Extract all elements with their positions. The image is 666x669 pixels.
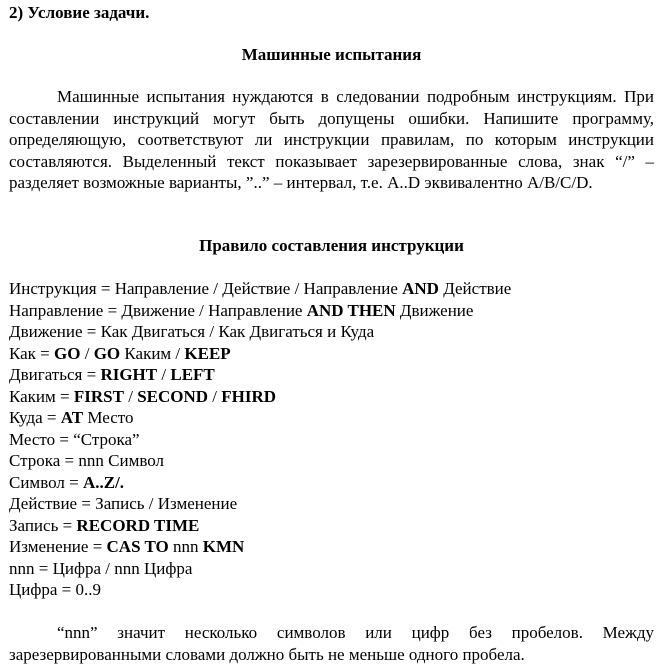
page-title: Машинные испытания <box>241 45 422 64</box>
rule-text: Как = <box>9 343 55 363</box>
rule-text: / <box>123 386 138 406</box>
reserved-word: SECOND <box>137 386 209 406</box>
reserved-word: AT <box>60 408 84 427</box>
reserved-word: AND THEN <box>306 300 396 320</box>
rules-list <box>9 278 654 601</box>
rule-line <box>9 407 654 429</box>
task-heading: 2) Условие задачи. <box>9 3 150 22</box>
rule-text: Действие <box>438 279 512 298</box>
rule-line <box>9 386 654 408</box>
reserved-word: CAS TO <box>106 537 169 556</box>
rule-text: Движение = Как Двигаться / Как Двигаться и Куда <box>9 322 375 341</box>
reserved-word: A..Z/. <box>82 472 125 492</box>
rule-text: / <box>208 386 222 406</box>
rule-text: Инструкция = Направление / Действие / Направление <box>9 279 403 298</box>
rule-text: Изменение = <box>9 537 107 556</box>
reserved-word: KEEP <box>184 343 231 363</box>
rule-text: nnn <box>168 537 203 556</box>
reserved-word: RIGHT <box>100 365 158 384</box>
rule-line <box>9 364 654 386</box>
rule-text: Движение <box>395 300 474 320</box>
rule-text: Символ = <box>9 472 83 492</box>
rule-line <box>9 493 654 515</box>
rule-text: Каким = <box>9 386 74 406</box>
rule-line <box>9 343 654 365</box>
intro-paragraph: Машинные испытания нуждаются в следовании подробным инструкциям. При составлении инструкций могут быть допущены ошибки. Напишите программу, определяющую, соответствуют ли инструкции правилам, по которым инструкции составляются. Выделенный текст показывает зарезервированные слова, знак “/” – разделяет возможные варианты, ”..” – интервал, т.е. A..D эквивалентно A/B/C/D. <box>9 87 654 192</box>
rule-text: Каким / <box>120 343 185 363</box>
reserved-word: FIRST <box>73 386 124 406</box>
rule-text: Место <box>83 408 134 427</box>
rule-line <box>9 472 654 494</box>
rule-text: / <box>157 365 171 384</box>
reserved-word: FHIRD <box>221 386 277 406</box>
rule-line <box>9 321 654 343</box>
rule-text: Строка = nnn Символ <box>9 451 165 470</box>
rule-text: Запись = <box>9 515 77 535</box>
rules-heading: Правило составления инструкции <box>199 236 464 255</box>
rule-text: Куда = <box>9 408 61 427</box>
rule-line <box>9 579 654 601</box>
rule-line <box>9 515 654 537</box>
rule-text: nnn = Цифра / nnn Цифра <box>9 558 193 578</box>
reserved-word: AND <box>402 279 439 298</box>
reserved-word: KMN <box>202 537 245 556</box>
rule-line <box>9 450 654 472</box>
reserved-word: RECORD TIME <box>76 515 200 535</box>
reserved-word: LEFT <box>170 365 215 384</box>
rule-line <box>9 300 654 322</box>
reserved-word: GO <box>54 343 81 363</box>
rule-text: Направление = Движение / Направление <box>9 300 307 320</box>
note-paragraph: “nnn” значит несколько символов или цифр без пробелов. Между зарезервированными словами должно быть не меньше одного пробела. <box>9 623 654 664</box>
reserved-word: GO <box>93 343 121 363</box>
rule-line <box>9 536 654 558</box>
rule-line <box>9 429 654 451</box>
rule-text: Действие = Запись / Изменение <box>9 494 238 513</box>
rule-text: Место = “Строка” <box>9 429 140 449</box>
rule-text: Цифра = 0..9 <box>9 580 102 599</box>
rule-line <box>9 278 654 300</box>
rule-line <box>9 558 654 580</box>
rule-text: Двигаться = <box>9 365 101 384</box>
rule-text: / <box>80 343 94 363</box>
